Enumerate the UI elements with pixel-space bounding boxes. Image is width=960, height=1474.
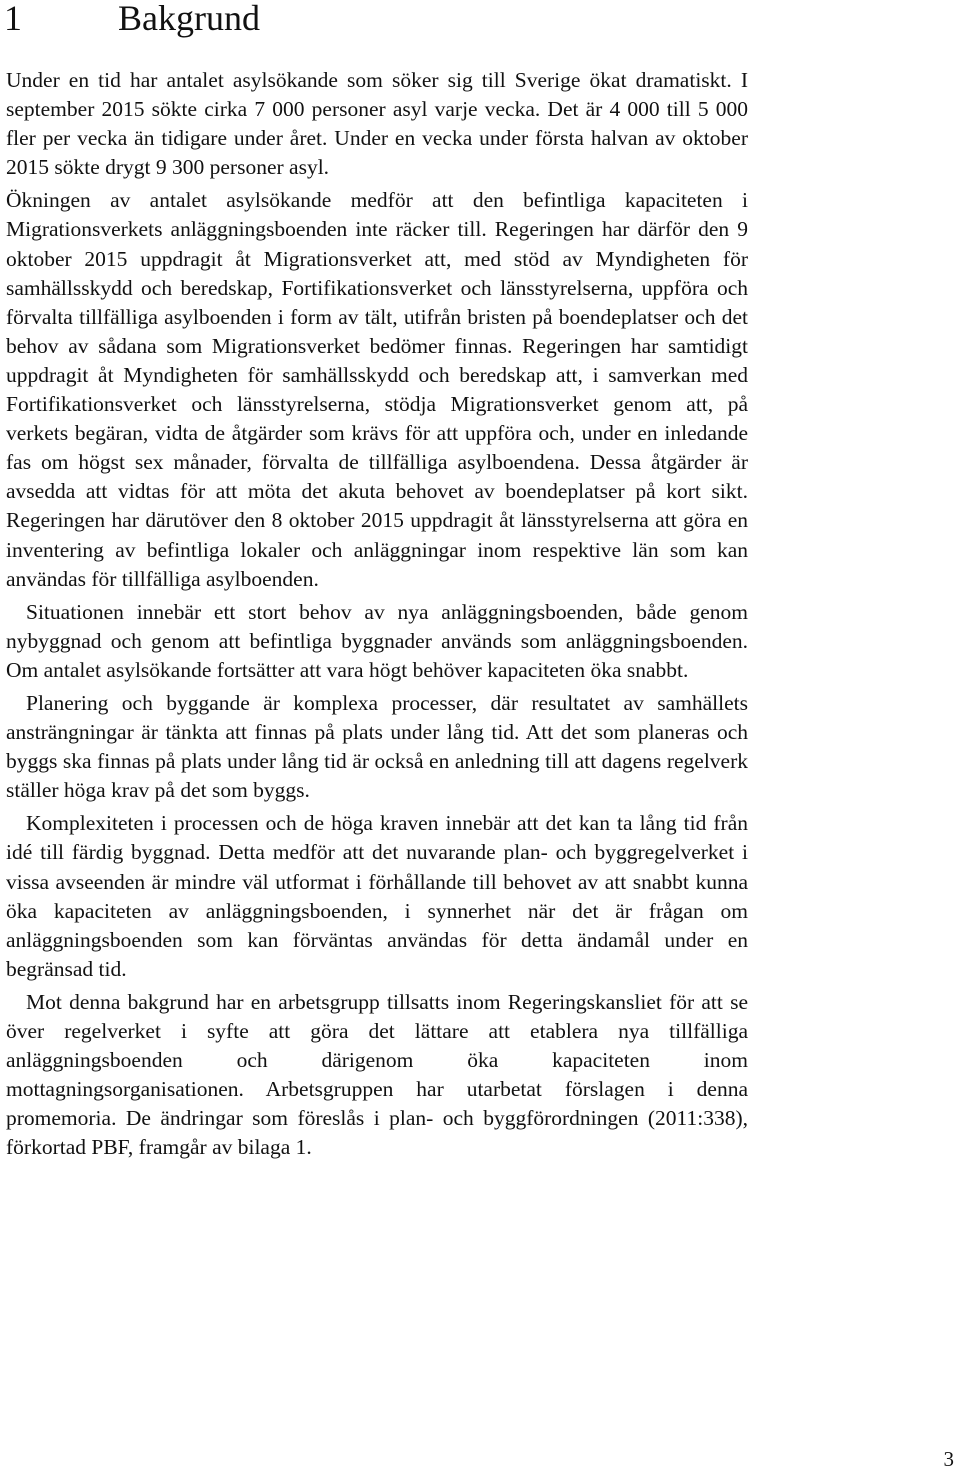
paragraph: Ökningen av antalet asylsökande medför att den befintliga kapaciteten i Migrationsverkets anläggningsboenden inte räcker till. Regeringen har därför den 9 oktober 2015 uppdragit åt Migrationsverket att, med stöd av Myndigheten för samhällsskydd och beredskap, Fortifikationsverket och länsstyrelserna, uppföra och förvalta tillfälliga asylboenden i form av tält, utifrån bristen på boendeplatser och det behov av sådana som Migrationsverket bedömer finnas. Regeringen har samtidigt uppdragit åt Myndigheten för samhällsskydd och beredskap att, i samverkan med Fortifikationsverket och länsstyrelserna, stödja Migrationsverket genom att, på verkets begäran, vidta de åtgärder som krävs för att uppföra och, under en inledande fas om högst sex månader, förvalta de tillfälliga asylboendena. Dessa åtgärder är avsedda att vidtas för att möta det akuta behovet av boendeplatser på kort sikt. Regeringen har därutöver den 8 oktober 2015 uppdragit åt länsstyrelserna att göra en inventering av befintliga lokaler och anläggningar inom respektive län som kan användas för tillfälliga asylboenden. bbox=[6, 188, 748, 591]
body-text bbox=[6, 66, 748, 1166]
page-number: 3 bbox=[943, 1447, 954, 1471]
paragraph: Situationen innebär ett stort behov av nya anläggningsboenden, både genom nybyggnad och genom att befintliga byggnader används som anläggningsboenden. Om antalet asylsökande fortsätter att vara högt behöver kapaciteten öka snabbt. bbox=[6, 599, 748, 682]
section-title: Bakgrund bbox=[118, 0, 260, 38]
paragraph: Komplexiteten i processen och de höga kraven innebär att det kan ta lång tid från idé till färdig byggnad. Detta medför att det nuvarande plan- och byggregelverket i vissa avseenden är mindre väl utformat i förhållande till behovet av att snabbt kunna öka kapaciteten av anläggningsboenden, i synnerhet när det är frågan om anläggningsboenden som kan förväntas användas för detta ändamål under en begränsad tid. bbox=[6, 811, 748, 981]
paragraph: Planering och byggande är komplexa processer, där resultatet av samhällets ansträngningar är tänkta att finnas på plats under lång tid. Att det som planeras och byggs ska finnas på plats under lång tid är också en anledning till att dagens regelverk ställer höga krav på det som byggs. bbox=[6, 690, 748, 803]
section-heading bbox=[4, 0, 260, 42]
paragraph: Under en tid har antalet asylsökande som söker sig till Sverige ökat dramatiskt. I september 2015 sökte cirka 7 000 personer asyl varje vecka. Det är 4 000 till 5 000 fler per vecka än tidigare under året. Under en vecka under första halvan av oktober 2015 sökte drygt 9 300 personer asyl. bbox=[6, 68, 748, 180]
section-number: 1 bbox=[4, 0, 22, 38]
paragraph: Mot denna bakgrund har en arbetsgrupp tillsatts inom Regeringskansliet för att se över regelverket i syfte att göra det lättare att etablera nya tillfälliga anläggningsboenden och därigenom öka kapaciteten inom mottagningsorganisationen. Arbetsgruppen har utarbetat förslagen i denna promemoria. De ändringar som föreslås i plan- och byggförordningen (2011:338), förkortad PBF, framgår av bilaga 1. bbox=[6, 989, 748, 1160]
